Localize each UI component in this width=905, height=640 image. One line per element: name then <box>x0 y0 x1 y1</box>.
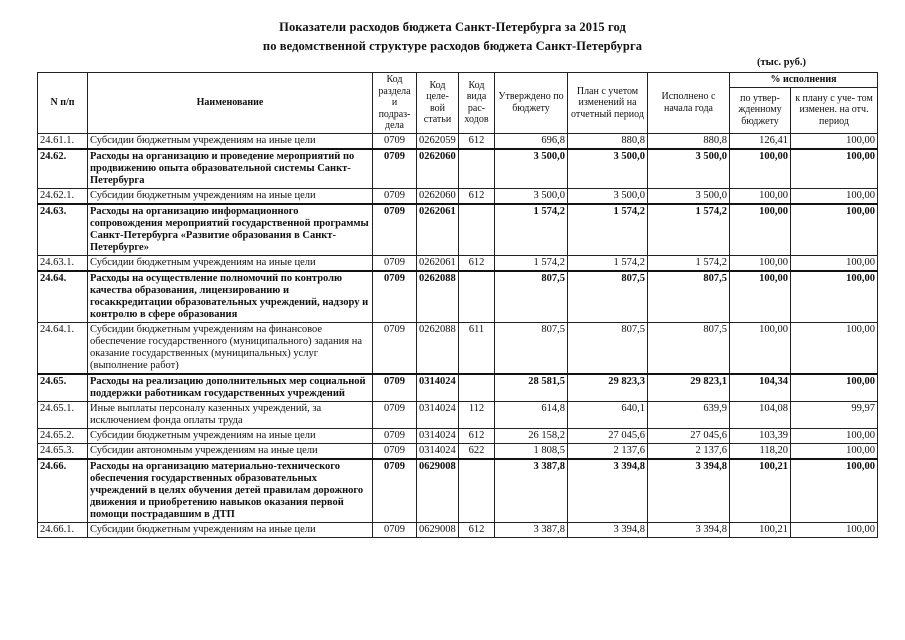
row-name: Субсидии бюджетным учреждениям на иные цели <box>88 428 373 443</box>
row-number: 24.64.1. <box>38 322 88 374</box>
row-pct-approved: 118,20 <box>730 443 791 459</box>
table-row <box>38 204 878 256</box>
table-row <box>38 443 878 459</box>
row-pct-approved: 104,34 <box>730 374 791 402</box>
header-name: Наименование <box>88 73 373 134</box>
row-pct-plan: 100,00 <box>791 133 878 149</box>
row-vid-code <box>459 149 495 189</box>
row-plan: 29 823,3 <box>568 374 648 402</box>
header-plan: План с учетом изменений на отчетный период <box>568 73 648 134</box>
row-executed: 1 574,2 <box>648 255 730 271</box>
row-approved: 807,5 <box>495 271 568 323</box>
row-name: Субсидии бюджетным учреждениям на финансовое обеспечение государственного (муниципального) задания на оказание государственных (муниципальных) услуг (выполнение работ) <box>88 322 373 374</box>
row-executed: 639,9 <box>648 401 730 428</box>
row-name: Расходы на реализацию дополнительных мер социальной поддержки работникам государственных учреждений <box>88 374 373 402</box>
row-plan: 3 500,0 <box>568 188 648 204</box>
row-vid-code <box>459 374 495 402</box>
row-statya-code: 0314024 <box>417 374 459 402</box>
row-pct-plan: 100,00 <box>791 188 878 204</box>
row-pct-plan: 100,00 <box>791 255 878 271</box>
row-name: Расходы на организацию материально-технического обеспечения государственных образовательных учреждений в целях обучения детей правилам дорожного движения и приобретению навыков оказания первой помощи пострадавшим в ДТП <box>88 459 373 523</box>
row-number: 24.65.1. <box>38 401 88 428</box>
row-statya-code: 0314024 <box>417 443 459 459</box>
header-percent: % исполнения <box>730 73 878 88</box>
row-plan: 807,5 <box>568 271 648 323</box>
table-header <box>38 73 878 134</box>
row-name: Субсидии бюджетным учреждениям на иные цели <box>88 255 373 271</box>
row-pct-approved: 100,00 <box>730 204 791 256</box>
row-statya-code: 0629008 <box>417 459 459 523</box>
row-pct-plan: 100,00 <box>791 322 878 374</box>
row-plan: 1 574,2 <box>568 204 648 256</box>
row-number: 24.65.2. <box>38 428 88 443</box>
row-razdel-code: 0709 <box>373 428 417 443</box>
row-approved: 1 808,5 <box>495 443 568 459</box>
row-executed: 3 394,8 <box>648 522 730 537</box>
header-num: N п/п <box>38 73 88 134</box>
document-subtitle: по ведомственной структуре расходов бюджета Санкт-Петербурга <box>262 39 643 53</box>
row-pct-plan: 100,00 <box>791 522 878 537</box>
row-razdel-code: 0709 <box>373 188 417 204</box>
row-pct-plan: 100,00 <box>791 443 878 459</box>
row-approved: 28 581,5 <box>495 374 568 402</box>
header-approved: Утверждено по бюджету <box>495 73 568 134</box>
row-plan: 640,1 <box>568 401 648 428</box>
row-executed: 807,5 <box>648 322 730 374</box>
table-row <box>38 401 878 428</box>
row-statya-code: 0262060 <box>417 149 459 189</box>
row-name: Расходы на осуществление полномочий по контролю качества образования, лицензированию и госаккредитации образовательных учреждений, надзору и контролю в сфере образования <box>88 271 373 323</box>
row-pct-plan: 99,97 <box>791 401 878 428</box>
row-pct-approved: 100,00 <box>730 188 791 204</box>
table-row <box>38 322 878 374</box>
row-approved: 1 574,2 <box>495 255 568 271</box>
row-vid-code <box>459 204 495 256</box>
row-executed: 2 137,6 <box>648 443 730 459</box>
row-number: 24.62. <box>38 149 88 189</box>
row-executed: 3 500,0 <box>648 149 730 189</box>
row-plan: 27 045,6 <box>568 428 648 443</box>
table-row <box>38 428 878 443</box>
row-pct-plan: 100,00 <box>791 271 878 323</box>
row-statya-code: 0262061 <box>417 204 459 256</box>
row-razdel-code: 0709 <box>373 401 417 428</box>
table-row <box>38 133 878 149</box>
table-row <box>38 271 878 323</box>
table-row <box>38 522 878 537</box>
row-razdel-code: 0709 <box>373 443 417 459</box>
row-razdel-code: 0709 <box>373 522 417 537</box>
budget-table <box>37 72 878 538</box>
row-razdel-code: 0709 <box>373 271 417 323</box>
row-executed: 880,8 <box>648 133 730 149</box>
row-approved: 1 574,2 <box>495 204 568 256</box>
row-pct-approved: 100,00 <box>730 322 791 374</box>
row-pct-plan: 100,00 <box>791 204 878 256</box>
row-executed: 3 500,0 <box>648 188 730 204</box>
row-razdel-code: 0709 <box>373 133 417 149</box>
row-number: 24.66. <box>38 459 88 523</box>
row-name: Иные выплаты персоналу казенных учреждений, за исключением фонда оплаты труда <box>88 401 373 428</box>
row-pct-plan: 100,00 <box>791 459 878 523</box>
header-executed: Исполнено с начала года <box>648 73 730 134</box>
row-vid-code <box>459 459 495 523</box>
row-executed: 27 045,6 <box>648 428 730 443</box>
row-pct-approved: 103,39 <box>730 428 791 443</box>
row-pct-approved: 100,21 <box>730 522 791 537</box>
row-razdel-code: 0709 <box>373 459 417 523</box>
row-plan: 3 394,8 <box>568 522 648 537</box>
row-approved: 3 500,0 <box>495 188 568 204</box>
row-name: Субсидии автономным учреждениям на иные цели <box>88 443 373 459</box>
row-vid-code: 611 <box>459 322 495 374</box>
row-pct-approved: 100,00 <box>730 255 791 271</box>
row-approved: 3 387,8 <box>495 459 568 523</box>
row-vid-code: 112 <box>459 401 495 428</box>
row-vid-code: 612 <box>459 522 495 537</box>
header-statya: Код целе- вой статьи <box>417 73 459 134</box>
row-plan: 2 137,6 <box>568 443 648 459</box>
row-vid-code: 612 <box>459 188 495 204</box>
row-razdel-code: 0709 <box>373 322 417 374</box>
document-title: Показатели расходов бюджета Санкт-Петербурга за 2015 год <box>279 20 626 34</box>
row-executed: 1 574,2 <box>648 204 730 256</box>
row-number: 24.65.3. <box>38 443 88 459</box>
header-pct-approved: по утвер- жденному бюджету <box>730 87 791 133</box>
table-row <box>38 188 878 204</box>
row-vid-code: 622 <box>459 443 495 459</box>
row-number: 24.63. <box>38 204 88 256</box>
row-number: 24.62.1. <box>38 188 88 204</box>
row-name: Расходы на организацию информационного сопровождения мероприятий государственной программы Санкт-Петербурга «Развитие образования в Санкт-Петербурге» <box>88 204 373 256</box>
row-statya-code: 0314024 <box>417 401 459 428</box>
row-plan: 3 394,8 <box>568 459 648 523</box>
table-row <box>38 459 878 523</box>
row-statya-code: 0629008 <box>417 522 459 537</box>
table-row <box>38 149 878 189</box>
row-vid-code <box>459 271 495 323</box>
row-name: Субсидии бюджетным учреждениям на иные цели <box>88 522 373 537</box>
header-pct-plan: к плану с уче- том изменен. на отч. период <box>791 87 878 133</box>
row-plan: 880,8 <box>568 133 648 149</box>
row-pct-plan: 100,00 <box>791 149 878 189</box>
row-pct-approved: 100,00 <box>730 271 791 323</box>
row-plan: 807,5 <box>568 322 648 374</box>
row-pct-plan: 100,00 <box>791 374 878 402</box>
row-pct-plan: 100,00 <box>791 428 878 443</box>
row-pct-approved: 100,00 <box>730 149 791 189</box>
row-statya-code: 0262059 <box>417 133 459 149</box>
row-executed: 3 394,8 <box>648 459 730 523</box>
row-statya-code: 0262088 <box>417 322 459 374</box>
row-name: Субсидии бюджетным учреждениям на иные цели <box>88 188 373 204</box>
row-vid-code: 612 <box>459 428 495 443</box>
row-number: 24.64. <box>38 271 88 323</box>
row-number: 24.63.1. <box>38 255 88 271</box>
row-statya-code: 0314024 <box>417 428 459 443</box>
header-vid: Код вида рас- ходов <box>459 73 495 134</box>
row-number: 24.66.1. <box>38 522 88 537</box>
row-statya-code: 0262088 <box>417 271 459 323</box>
table-row <box>38 374 878 402</box>
row-plan: 3 500,0 <box>568 149 648 189</box>
row-statya-code: 0262060 <box>417 188 459 204</box>
row-approved: 3 387,8 <box>495 522 568 537</box>
row-vid-code: 612 <box>459 255 495 271</box>
row-executed: 807,5 <box>648 271 730 323</box>
row-plan: 1 574,2 <box>568 255 648 271</box>
row-razdel-code: 0709 <box>373 149 417 189</box>
row-approved: 696,8 <box>495 133 568 149</box>
row-razdel-code: 0709 <box>373 255 417 271</box>
row-pct-approved: 100,21 <box>730 459 791 523</box>
row-pct-approved: 126,41 <box>730 133 791 149</box>
row-approved: 614,8 <box>495 401 568 428</box>
row-approved: 807,5 <box>495 322 568 374</box>
row-name: Расходы на организацию и проведение мероприятий по продвижению опыта образовательной системы Санкт-Петербурга <box>88 149 373 189</box>
row-razdel-code: 0709 <box>373 374 417 402</box>
units-label: (тыс. руб.) <box>757 57 806 68</box>
header-razdel: Код раздела и подраз- дела <box>373 73 417 134</box>
row-executed: 29 823,1 <box>648 374 730 402</box>
row-razdel-code: 0709 <box>373 204 417 256</box>
row-approved: 26 158,2 <box>495 428 568 443</box>
row-approved: 3 500,0 <box>495 149 568 189</box>
row-number: 24.65. <box>38 374 88 402</box>
row-name: Субсидии бюджетным учреждениям на иные цели <box>88 133 373 149</box>
row-number: 24.61.1. <box>38 133 88 149</box>
row-pct-approved: 104,08 <box>730 401 791 428</box>
row-statya-code: 0262061 <box>417 255 459 271</box>
table-row <box>38 255 878 271</box>
row-vid-code: 612 <box>459 133 495 149</box>
table-body <box>38 133 878 537</box>
